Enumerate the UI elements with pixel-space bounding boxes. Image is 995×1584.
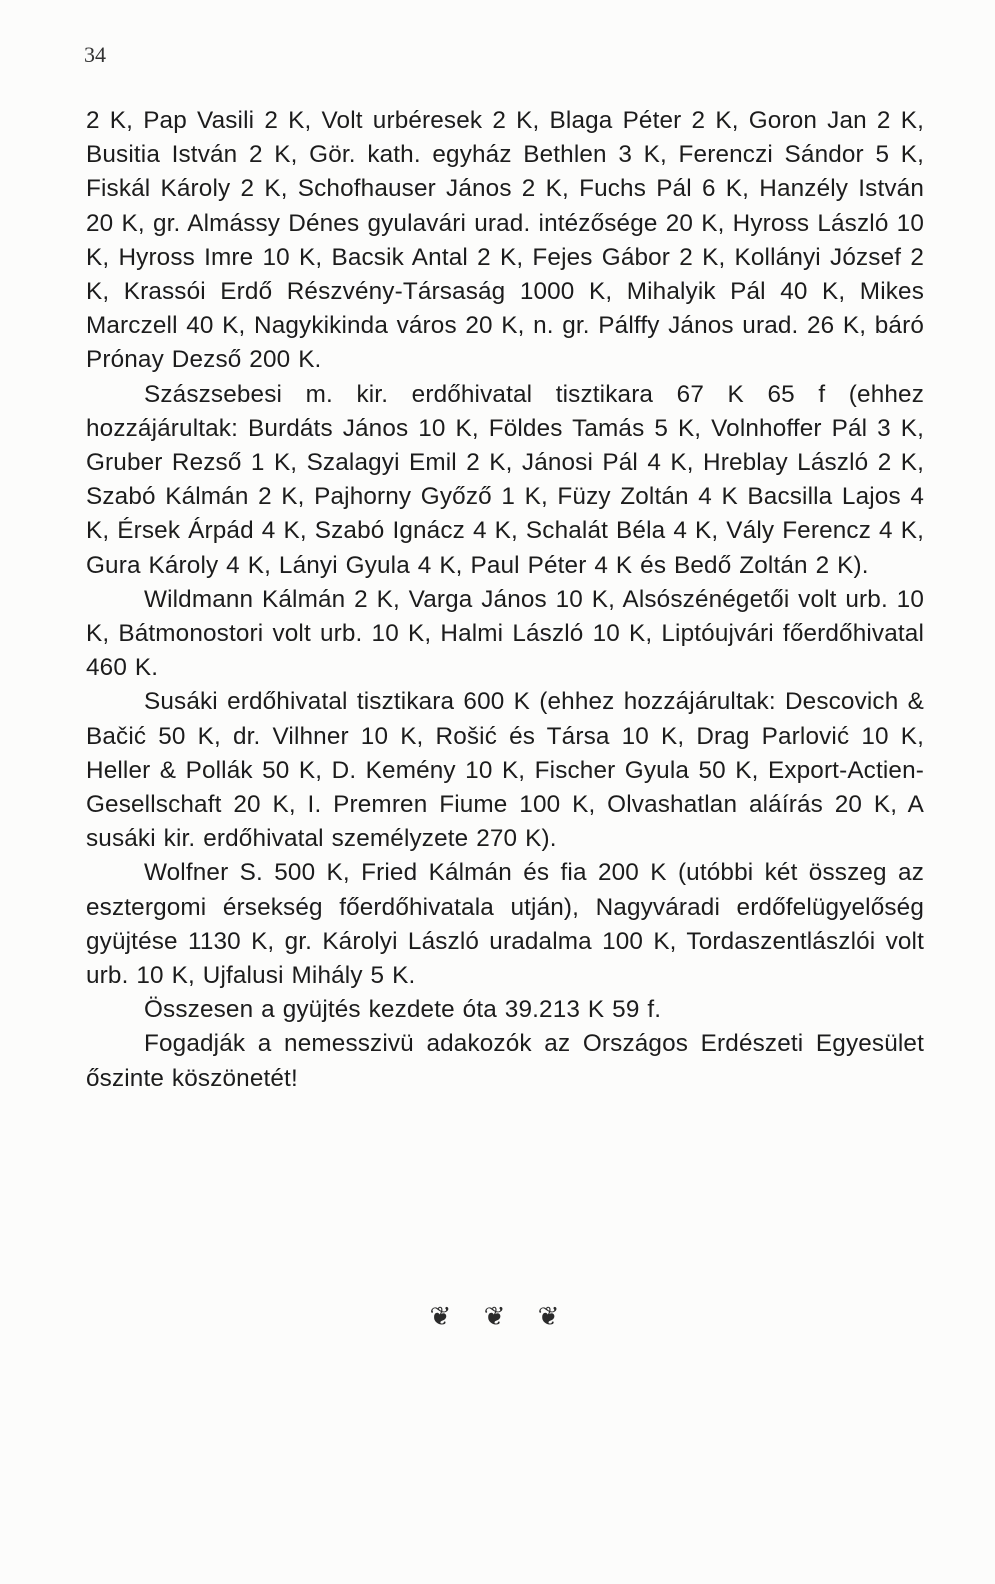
paragraph-total: Összesen a gyüjtés kezdete óta 39.213 K 59 f. xyxy=(144,996,662,1024)
ornament-glyph: ❦ xyxy=(483,1302,512,1332)
page-number: 34 xyxy=(84,42,106,67)
paragraph-thanks: Fogadják a nemesszivü adakozók az Országos Erdészeti Egyesület őszinte köszönetét! xyxy=(86,1030,924,1092)
paragraph-susak: Susáki erdőhivatal tisztikara 600 K (ehhez hozzájárultak: Descovich & Bačić 50 K, dr. Vilhner 10 K, Rošić és Társa 10 K, Drag Parlović 10 K, Heller & Pollák 50 K, D. Kemény 10 K, Fischer Gyula 50 K, Export-Actien-Gesellschaft 20 K, I. Premren Fiume 100 K, Olvashatlan aláírás 20 K, A susáki kir. erdőhivatal személyzete 270 K). xyxy=(86,688,924,853)
paragraph-wolfner: Wolfner S. 500 K, Fried Kálmán és fia 200 K (utóbbi két összeg az esztergomi érsekség főerdőhivatala utján), Nagyváradi erdőfelügyelőség gyüjtése 1130 K, gr. Károlyi László uradalma 100 K, Tordaszentlászlói volt urb. 10 K, Ujfalusi Mihály 5 K. xyxy=(86,859,924,990)
paragraph-wildmann: Wildmann Kálmán 2 K, Varga János 10 K, Alsószénégetői volt urb. 10 K, Bátmonostori volt urb. 10 K, Halmi László 10 K, Liptóujvári főerdőhivatal 460 K. xyxy=(86,585,924,682)
ornament-glyph: ❦ xyxy=(537,1302,566,1332)
closing-ornament xyxy=(0,1302,995,1332)
donor-list-text xyxy=(86,104,924,1096)
paragraph-donors-continued: 2 K, Pap Vasili 2 K, Volt urbéresek 2 K, Blaga Péter 2 K, Goron Jan 2 K, Busitia István 2 K, Gör. kath. egyház Bethlen 3 K, Ferenczi Sándor 5 K, Fiskál Károly 2 K, Schofhauser János 2 K, Fuchs Pál 6 K, Hanzély István 20 K, gr. Almássy Dénes gyulavári urad. intézősége 20 K, Hyross László 10 K, Hyross Imre 10 K, Bacsik Antal 2 K, Fejes Gábor 2 K, Kollányi József 2 K, Krassói Erdő Részvény-Társaság 1000 K, Mihalyik Pál 40 K, Mikes Marczell 40 K, Nagykikinda város 20 K, n. gr. Pálffy János urad. 26 K, báró Prónay Dezső 200 K. xyxy=(86,107,924,374)
paragraph-szaszsebes: Szászsebesi m. kir. erdőhivatal tisztikara 67 K 65 f (ehhez hozzájárultak: Burdáts János 10 K, Földes Tamás 5 K, Volnhoffer Pál 3 K, Gruber Rezső 1 K, Szalagyi Emil 2 K, Jánosi Pál 4 K, Hreblay László 2 K, Szabó Kálmán 2 K, Pajhorny Győző 1 K, Füzy Zoltán 4 K Bacsilla Lajos 4 K, Érsek Árpád 4 K, Szabó Ignácz 4 K, Schalát Béla 4 K, Vály Ferencz 4 K, Gura Károly 4 K, Lányi Gyula 4 K, Paul Péter 4 K és Bedő Zoltán 2 K). xyxy=(86,380,924,579)
ornament-glyph: ❦ xyxy=(429,1302,458,1332)
